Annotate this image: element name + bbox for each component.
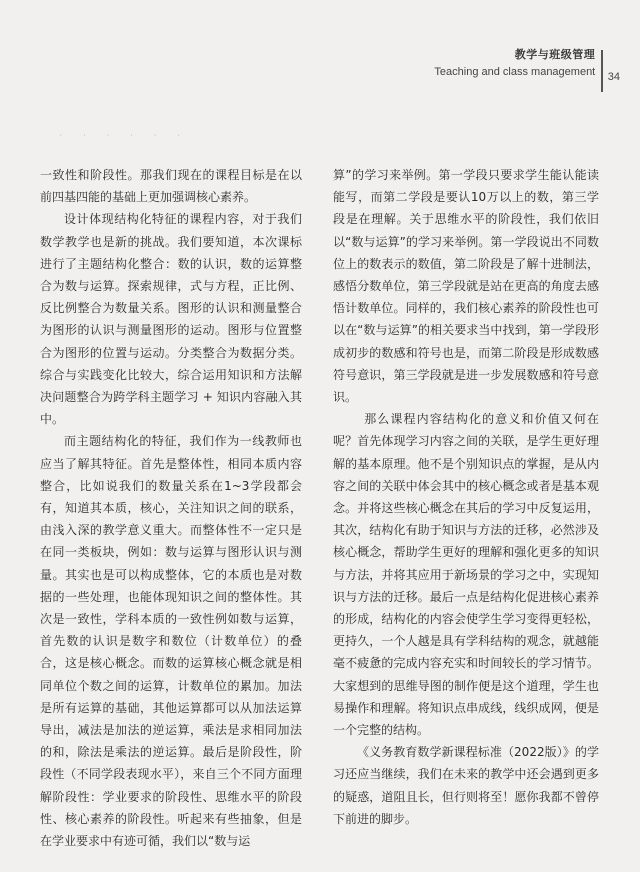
page-number: 34 xyxy=(607,71,620,83)
paragraph: 《义务教育数学新课程标准（2022版）》的学习还应当继续，我们在未来的教学中还会遇到更多的疑惑，道阻且长，但行则将至！愿你我都不曾停下前进的脚步。 xyxy=(333,745,599,826)
scan-marks: ' ' ' ' ' ' xyxy=(60,134,190,141)
paragraph: 那么课程内容结构化的意义和价值又何在呢？首先体现学习内容之间的关联，是学生更好理解的基本原理。他不是个别知识点的掌握，是从内容之间的关联中体会其中的核心概念或者是基本观念。并将这些核心概念在其后的学习中反复运用，其次，结构化有助于知识与方法的迁移，必然涉及核心概念，帮助学生更好的理解和强化更多的知识与方法，并将其应用于新场景的学习之中，实现知识与方法的迁移。最后一点是结构化促进核心素养的形成，结构化的内容会使学生学习变得更轻松，更持久，一个人越是具有学科结构的观念，就越能毫不疲惫的完成内容充实和时间较长的学习情节。大家想到的思维导图的制作便是这个道理，学生也易操作和理解。将知识点串成线，线织成网，便是一个完整的结构。 xyxy=(333,412,599,738)
page-header xyxy=(434,46,620,92)
left-column xyxy=(40,164,302,852)
paragraph: 算”的学习来举例。第一学段只要求学生能认能读能写，而第二学段是要认10万以上的数，第三学段是在理解。关于思维水平的阶段性，我们依旧以“数与运算”的学习来举例。第一学段说出不同数位上的数表示的数值，第二阶段是了解十进制法，感悟分数单位，第三学段就是站在更高的角度去感悟计数单位。同样的，我们核心素养的阶段性也可以在“数与运算”的相关要求当中找到，第一学段形成初步的数感和符号也是，而第二阶段是形成数感符号意识，第三学段就是进一步发展数感和符号意识。 xyxy=(333,168,599,405)
section-title-cn: 教学与班级管理 xyxy=(514,48,596,61)
paragraph: 一致性和阶段性。那我们现在的课程目标是在以前四基四能的基础上更加强调核心素养。 xyxy=(40,168,302,205)
paragraph: 设计体现结构化特征的课程内容，对于我们数学教学也是新的挑战。我们要知道，本次课标进行了主题结构化整合：数的认识，数的运算整合为数与运算。探索规律，式与方程，正比例、反比例整合为数量关系。图形的认识和测量整合为图形的认识与测量图形的运动。图形与位置整合为图形的位置与运动。分类整合为数据分类。综合与实践变化比较大，综合运用知识和方法解决问题整合为跨学科主题学习 + 知识内容融入其中。 xyxy=(40,212,302,427)
header-divider xyxy=(601,50,603,92)
section-title-en: Teaching and class management xyxy=(434,66,596,78)
header-text xyxy=(434,46,595,80)
paragraph: 而主题结构化的特征，我们作为一线教师也应当了解其特征。首先是整体性，相同本质内容整合，比如说我们的数量关系在1~3学段都会有，知道其本质，核心，关注知识之间的联系，由浅入深的教学意义重大。而整体性不一定只是在同一类板块，例如：数与运算与图形认识与测量。其实也是可以构成整体，它的本质也是对数据的一些处理，也能体现知识之间的整体性。其次是一致性，学科本质的一致性例如数与运算，首先数的认识是数字和数位（计数单位）的叠合，这是核心概念。而数的运算核心概念就是相同单位个数之间的运算，计数单位的累加。加法是所有运算的基础，其他运算都可以从加法运算导出，减法是加法的逆运算，乘法是求相同加法的和，除法是乘法的逆运算。最后是阶段性，阶段性（不同学段表现水平），来自三个不同方面理解阶段性：学业要求的阶段性、思维水平的阶段性、核心素养的阶段性。听起来有些抽象，但是在学业要求中有迹可循，我们以“数与运 xyxy=(40,434,302,849)
right-column xyxy=(333,164,599,830)
